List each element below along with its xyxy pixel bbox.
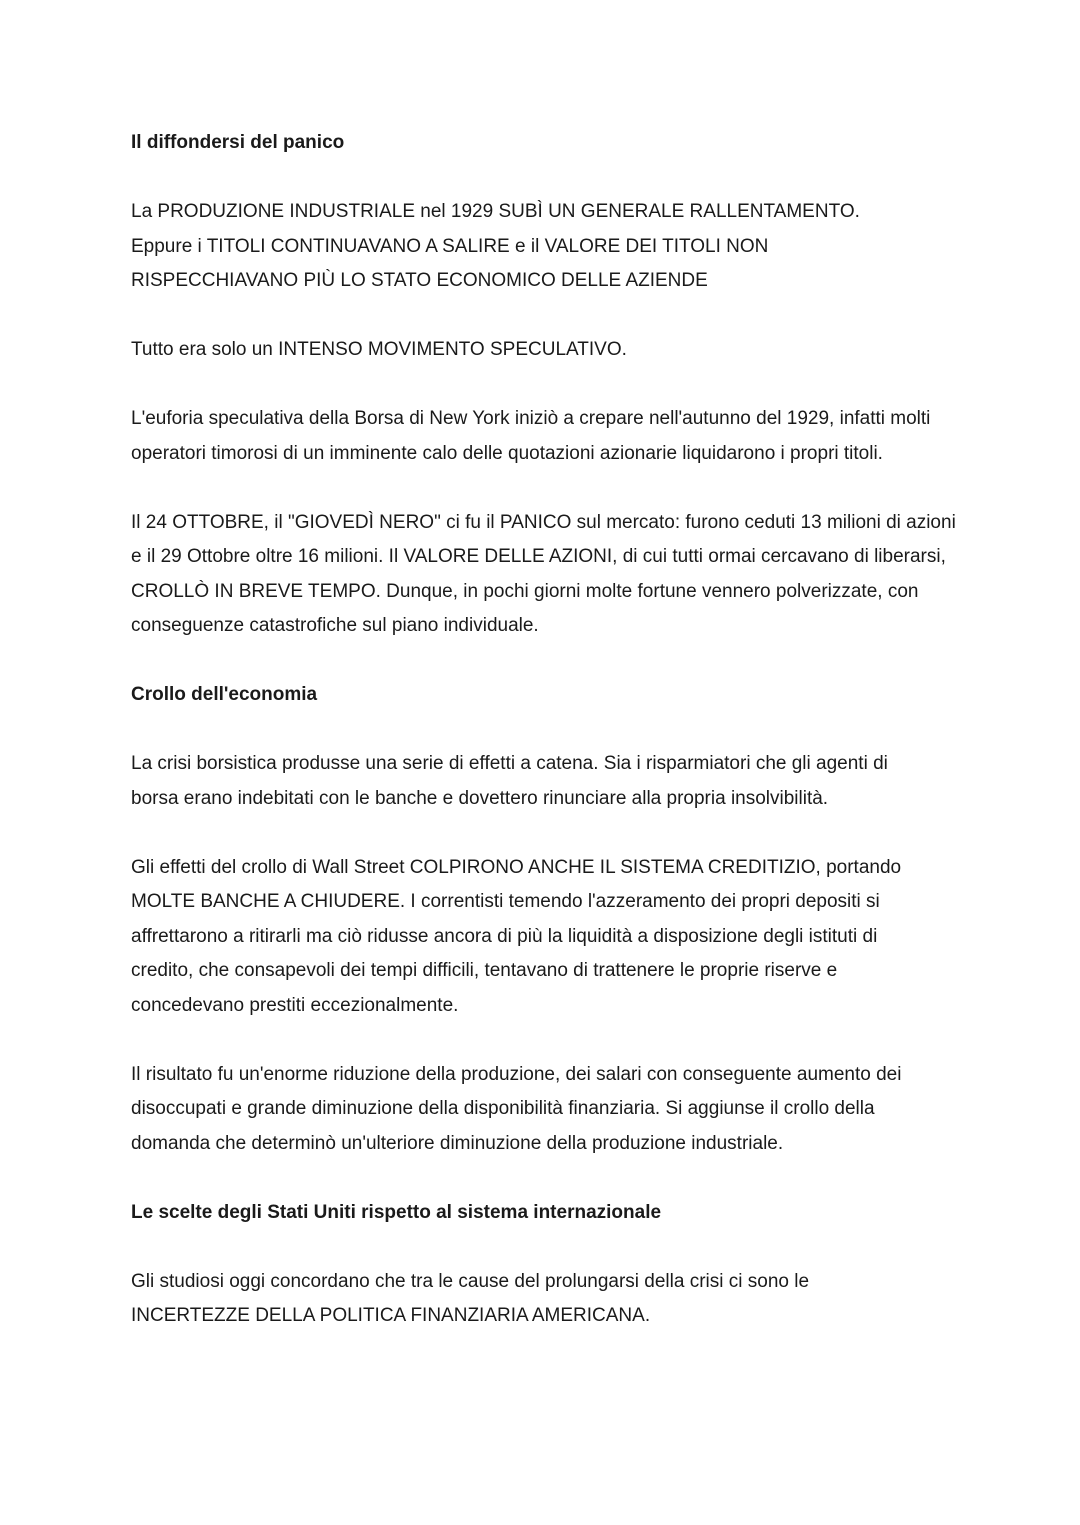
- spacer: [131, 713, 961, 748]
- spacer: [131, 161, 961, 196]
- paragraph: Tutto era solo un INTENSO MOVIMENTO SPECULATIVO.: [131, 339, 627, 360]
- spacer: [131, 1161, 961, 1196]
- spacer: [131, 1230, 961, 1265]
- paragraph: L'euforia speculativa della Borsa di New York iniziò a crepare nell'autunno del 1929, infatti molti operatori timorosi di un imminente calo delle quotazioni azionarie liquidarono i propri titoli.: [131, 408, 931, 464]
- paragraph: La PRODUZIONE INDUSTRIALE nel 1929 SUBÌ UN GENERALE RALLENTAMENTO. Eppure i TITOLI CONTINUAVANO A SALIRE e il VALORE DEI TITOLI NON RISPECCHIAVANO PIÙ LO STATO ECONOMICO DELLE AZIENDE: [131, 201, 860, 291]
- section-heading: Crollo dell'economia: [131, 684, 318, 705]
- paragraph: La crisi borsistica produsse una serie di effetti a catena. Sia i risparmiatori che gli agenti di borsa erano indebitati con le banche e dovettero rinunciare alla propria insolvibilità.: [131, 753, 888, 809]
- spacer: [131, 471, 961, 506]
- section-heading: Il diffondersi del panico: [131, 132, 345, 153]
- paragraph: Gli effetti del crollo di Wall Street COLPIRONO ANCHE IL SISTEMA CREDITIZIO, portando MOLTE BANCHE A CHIUDERE. I correntisti temendo l'azzeramento dei propri depositi si affrettarono a ritirarli ma ciò ridusse ancora di più la liquidità a disposizione degli istituti di credito, che consapevoli dei tempi difficili, tentavano di trattenere le proprie riserve e concedevano prestiti eccezionalmente.: [131, 856, 902, 1016]
- section-heading: Le scelte degli Stati Uniti rispetto al sistema internazionale: [131, 1201, 662, 1223]
- paragraph: Il risultato fu un'enorme riduzione della produzione, dei salari con conseguente aumento dei disoccupati e grande diminuzione della disponibilità finanziaria. Si aggiunse il crollo della domanda che determinò un'ulteriore diminuzione della produzione industriale.: [131, 1063, 902, 1154]
- spacer: [131, 368, 961, 403]
- paragraph: Il 24 OTTOBRE, il "GIOVEDÌ NERO" ci fu il PANICO sul mercato: furono ceduti 13 milioni di azioni e il 29 Ottobre oltre 16 milioni. Il VALORE DELLE AZIONI, di cui tutti ormai cercavano di liberarsi, CROLLÒ IN BREVE TEMPO. Dunque, in pochi giorni molte fortune vennero polverizzate, con conseguenze catastrofiche sul piano individuale.: [131, 511, 956, 636]
- spacer: [131, 644, 961, 679]
- spacer: [131, 299, 961, 334]
- spacer: [131, 1023, 961, 1058]
- document-page: [131, 126, 961, 1334]
- paragraph: Gli studiosi oggi concordano che tra le cause del prolungarsi della crisi ci sono le INCERTEZZE DELLA POLITICA FINANZIARIA AMERICANA.: [131, 1270, 810, 1326]
- spacer: [131, 816, 961, 851]
